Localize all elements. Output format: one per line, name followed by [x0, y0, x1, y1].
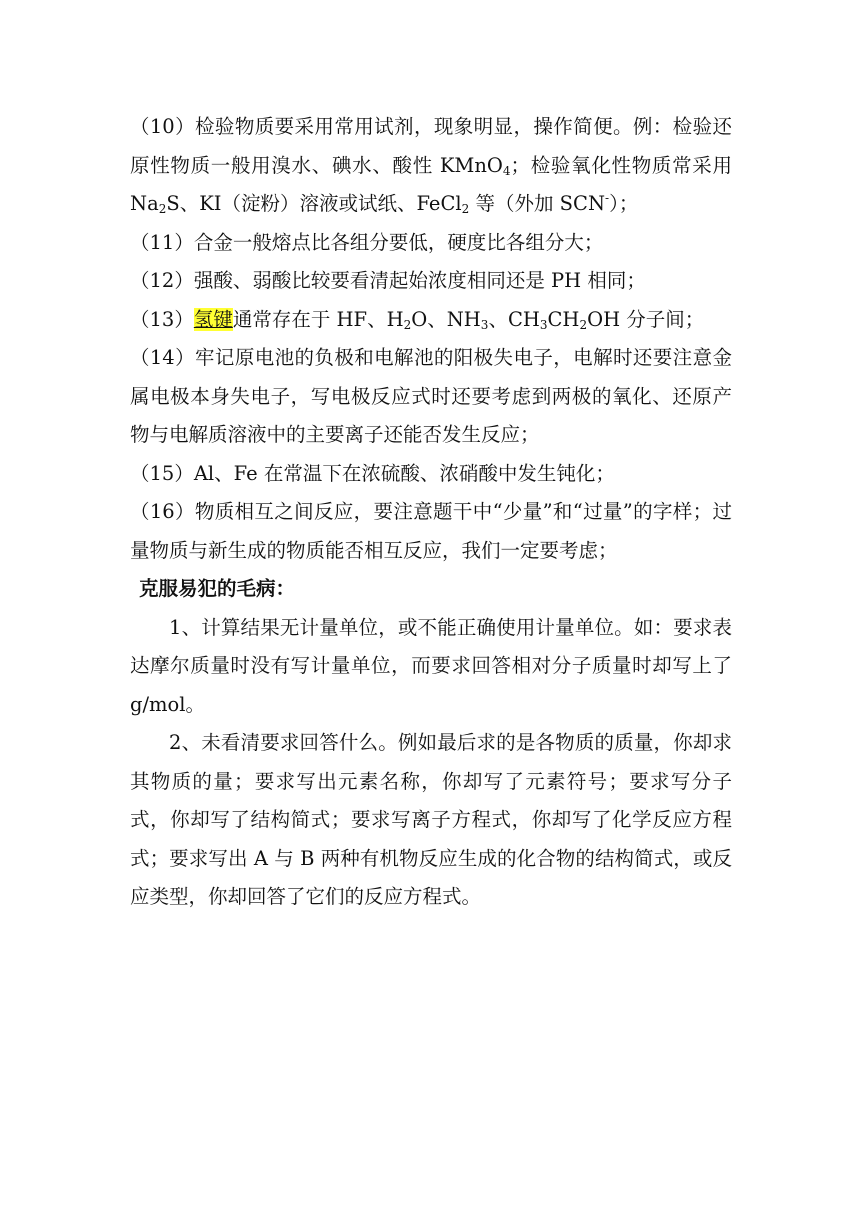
item-10-text: ）； [609, 192, 639, 215]
subscript: 2 [461, 202, 470, 216]
subscript: 3 [539, 317, 548, 332]
item-11: （11）合金一般熔点比各组分要低，硬度比各组分大； [130, 230, 604, 254]
item-13-text: O、NH [411, 307, 481, 331]
item-15: （15）Al、Fe 在常温下在浓硫酸、浓硝酸中发生钝化； [130, 461, 615, 485]
mistake-2: 2、未看清要求回答什么。例如最后求的是各物质的质量，你却求其物质的量；要求写出元素名称，你却写了元素符号；要求写分子式，你却写了结构简式；要求写离子方程式，你却写了化学反应方程式；要求写出 A 与 B 两种有机物反应生成的化合物的结构简式，或反应类型，你却回答了它们的反应方程式。 [130, 731, 732, 908]
subscript: 3 [480, 317, 489, 332]
item-14: （14）牢记原电池的负极和电解池的阳极失电子，电解时还要注意金属电极本身失电子，写电极反应式时还要考虑到两极的氧化、还原产物与电解质溶液中的主要离子还能否发生反应； [130, 346, 732, 446]
item-16: （16）物质相互之间反应，要注意题干中“少量”和“过量”的字样；过量物质与新生成的物质能否相互反应，我们一定要考虑； [130, 500, 732, 562]
item-13-text: （13） [130, 307, 194, 331]
item-13-text: CH [547, 307, 580, 331]
item-10-text: S、KI（淀粉）溶液或试纸、FeCl [166, 192, 462, 215]
item-10 [130, 108, 732, 224]
item-10-text: ；检验氧化性物质常采用 Na [130, 153, 732, 215]
item-12: （12）强酸、弱酸比较要看清起始浓度相同还是 PH 相同； [130, 269, 646, 292]
mistake-1: 1、计算结果无计量单位，或不能正确使用计量单位。如：要求表达摩尔质量时没有写计量单位，而要求回答相对分子质量时却写上了 g/mol。 [130, 615, 732, 716]
document-body [130, 108, 732, 917]
item-10-text: （10）检验物质要采用常用试剂，现象明显，操作简便。例：检验还原性物质一般用溴水、碘水、酸性 KMnO [130, 115, 732, 177]
item-13-text: 通常存在于 HF、H [232, 307, 404, 331]
highlighted-term: 氢键 [193, 307, 233, 331]
subscript: 4 [502, 163, 511, 178]
item-13 [130, 301, 732, 340]
subscript: 2 [158, 202, 167, 216]
item-13-text: 、CH [488, 307, 540, 331]
item-10-text: 等（外加 SCN [469, 192, 606, 215]
section-heading: 克服易犯的毛病： [139, 577, 296, 600]
subscript: 2 [579, 317, 588, 332]
superscript: - [605, 191, 610, 205]
subscript: 2 [403, 317, 412, 332]
item-13-text: OH 分子间； [587, 307, 705, 331]
